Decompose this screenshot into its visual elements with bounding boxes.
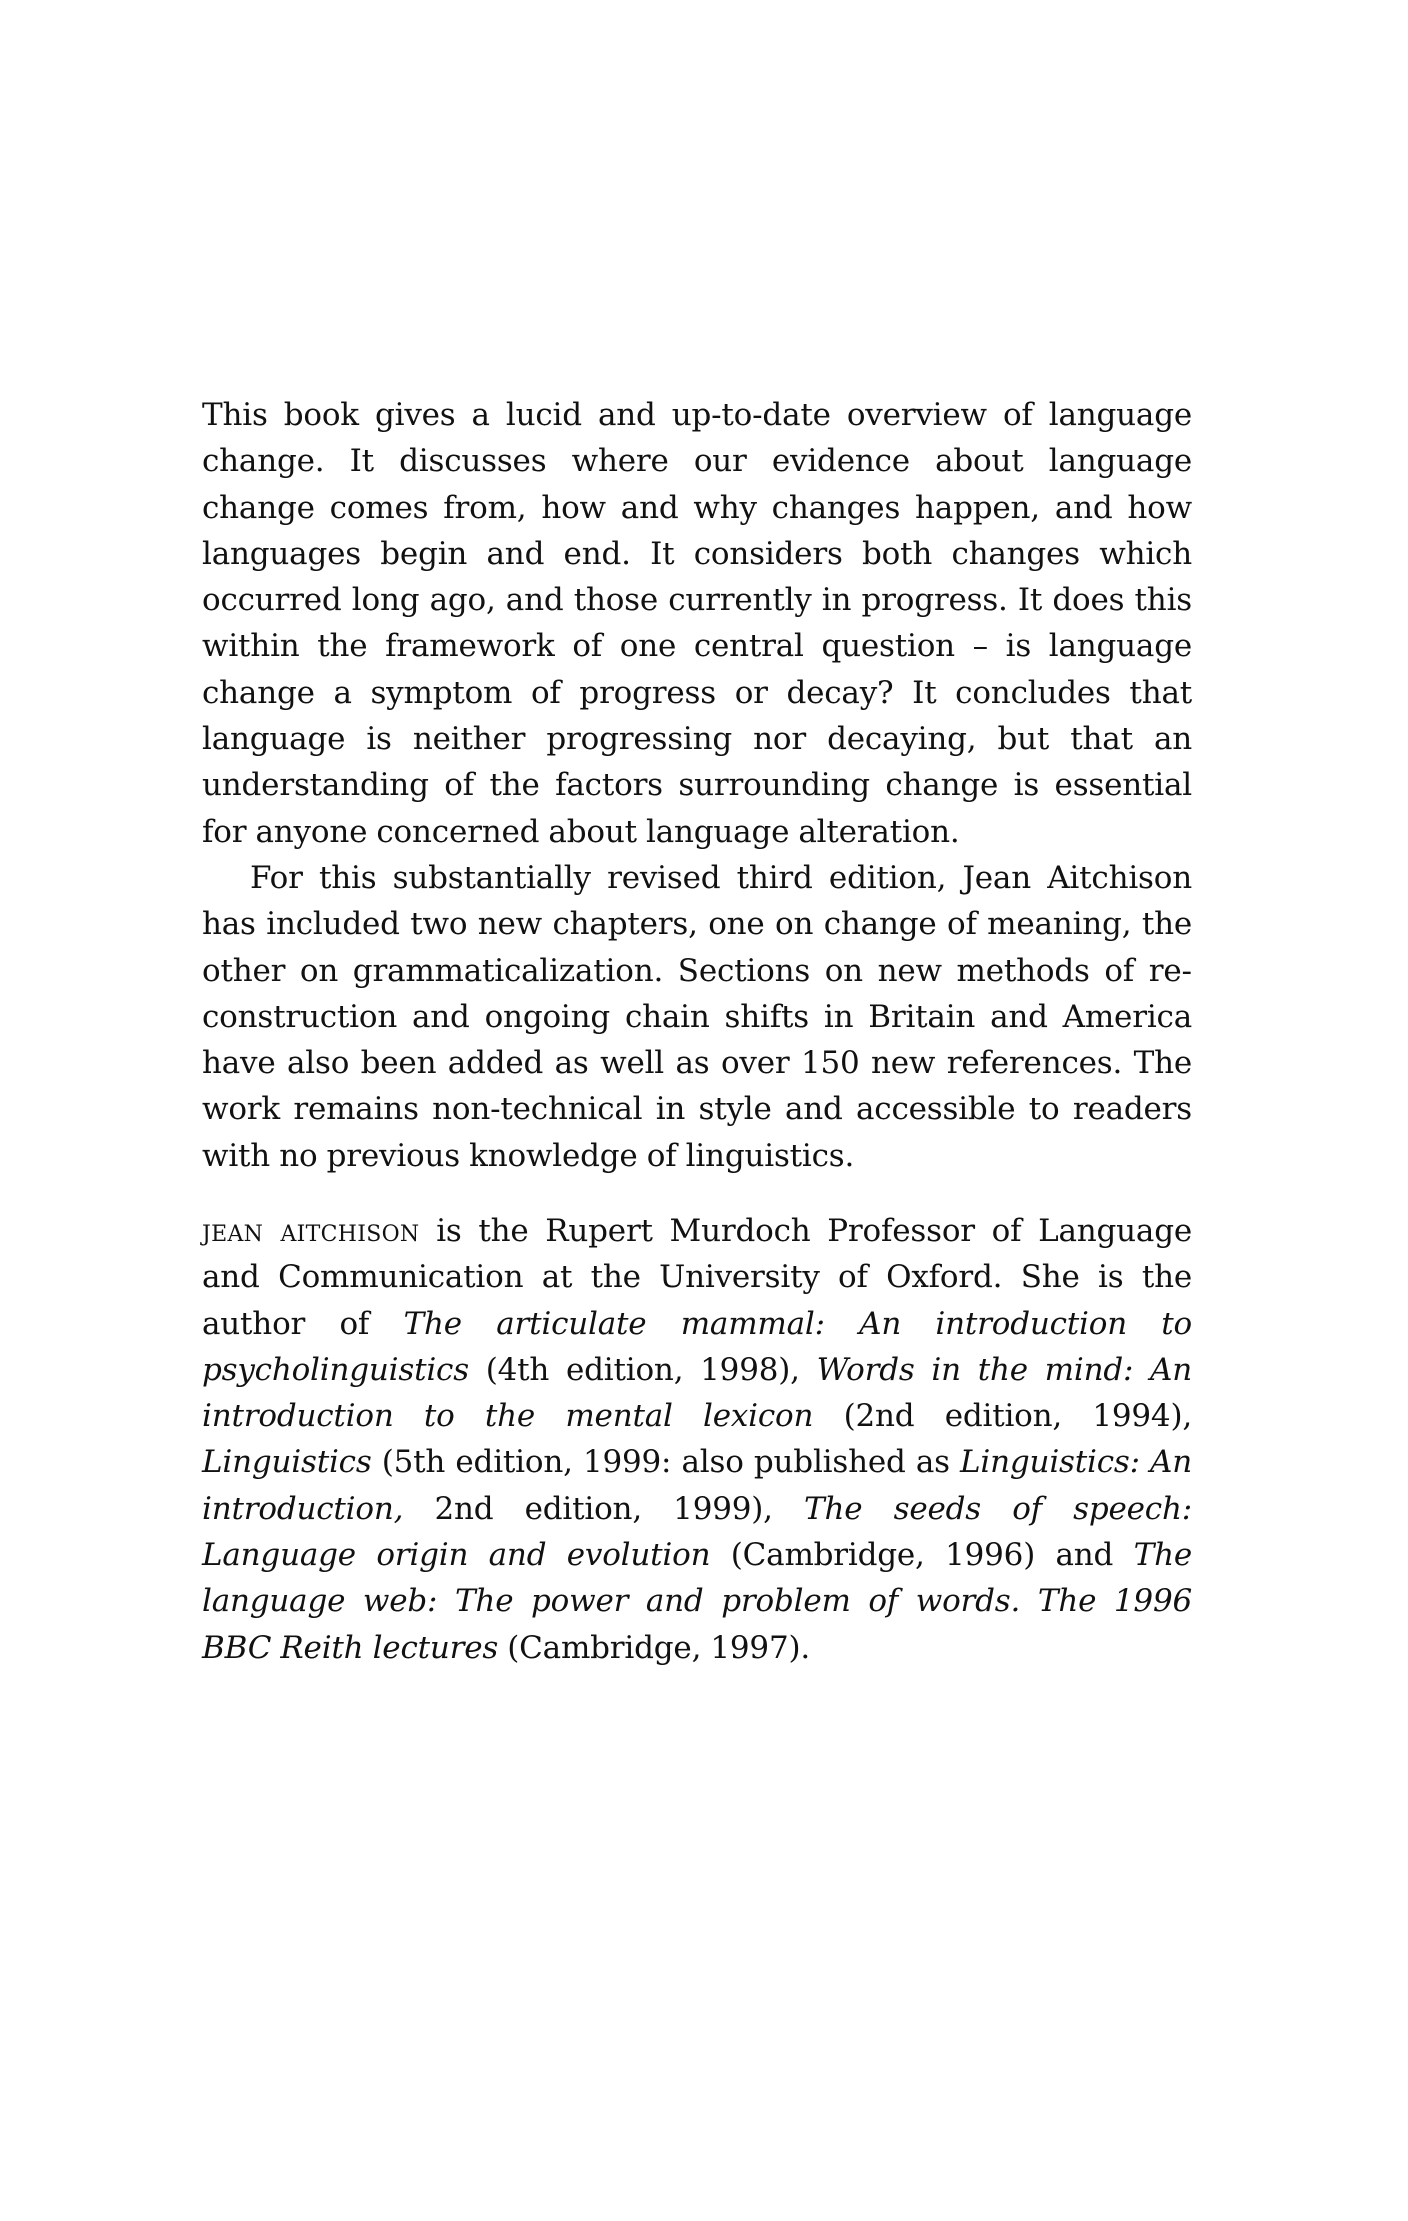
book-title: Linguistics: An introduction, [202, 1444, 1192, 1527]
bio-text: 2nd edition, 1999), [403, 1490, 805, 1527]
description-paragraph: For this substantially revised third edition, Jean Aitchison has included two new chapters, one on change of meaning, the other on grammaticalization. Sections on new methods of reconstruction and ongoing chain shifts in Britain and America have also been added as well as over 150 new references. The work remains non-technical in style and accessible to readers with no previous knowledge of linguistics. [202, 859, 1192, 1174]
description-paragraph: This book gives a lucid and up-to-date overview of language change. It discusses where our evidence about language change comes from, how and why changes happen, and how languages begin and end. It considers both changes which occurred long ago, and those currently in progress. It does this within the framework of one central question – is language change a symptom of progress or decay? It concludes that language is neither progressing nor decaying, but that an understanding of the factors surrounding change is essential for anyone concerned about language alteration. [202, 397, 1192, 850]
book-title: Words in the mind: An introduction to the mental lexicon [202, 1351, 1192, 1435]
book-title: The articulate mammal: An introduction to psycholinguistics [202, 1305, 1193, 1388]
bio-text: (Cambridge, 1997). [498, 1629, 811, 1666]
book-description [202, 392, 1192, 1179]
bio-text: (5th edition, 1999: also published as [371, 1444, 961, 1481]
book-title: The seeds of speech: Language origin and evolution [202, 1490, 1192, 1574]
author-biography [202, 1208, 1192, 1671]
bio-text: (2nd edition, 1994), [813, 1398, 1192, 1435]
book-title: Linguistics [202, 1444, 372, 1481]
bio-text: (Cambridge, 1996) and [710, 1537, 1134, 1574]
author-name: jean aitchison [202, 1213, 420, 1249]
book-title: The language web: The power and problem of words. The 1996 BBC Reith lectures [202, 1537, 1192, 1666]
bio-text: is the Rupert Murdoch Professor of Language and Communication at the University of Oxford. She is the author of [202, 1213, 1193, 1342]
biography-paragraph [202, 1208, 1192, 1671]
bio-text: (4th edition, 1998), [468, 1351, 817, 1388]
